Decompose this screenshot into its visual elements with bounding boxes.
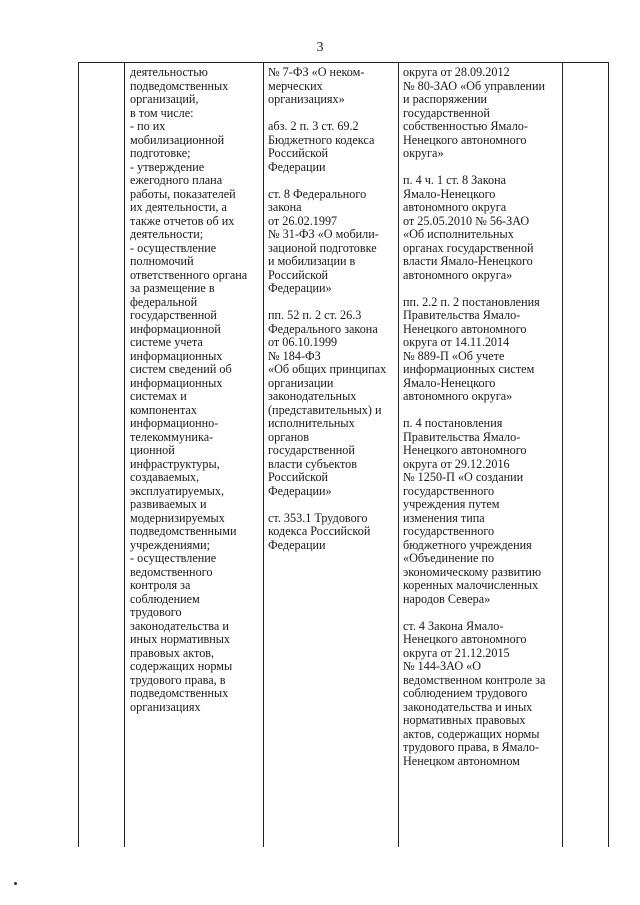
activity-line: создаваемых,: [130, 470, 200, 484]
federal-basis-line: абз. 2 п. 3 ст. 69.2: [268, 119, 359, 133]
federal-basis-line: власти субъектов: [268, 456, 357, 471]
table-divider-1: [124, 62, 125, 847]
regional-basis-line: народов Севера»: [403, 591, 491, 606]
page-number: 3: [316, 40, 324, 55]
activity-line: ционной: [130, 443, 175, 457]
federal-basis-line: Федерации: [268, 159, 326, 174]
regional-basis-line: государственного: [403, 524, 495, 538]
federal-basis-line: Федерации»: [268, 281, 332, 295]
activity-line: содержащих нормы: [130, 659, 233, 673]
regional-basis-line: Ненецкого автономного: [403, 321, 527, 336]
federal-basis-line: (представительных) и: [268, 402, 382, 417]
activity-line: телекоммуника-: [130, 429, 214, 444]
federal-basis-line: зационой подготовке: [268, 240, 377, 255]
activity-line: подведомственными: [130, 524, 237, 538]
activity-line: также отчетов об их: [130, 213, 235, 228]
regional-basis-line: № 1250-П «О создании: [403, 470, 524, 484]
activity-line: правовых актов,: [130, 645, 215, 660]
activity-line: законодательства и: [130, 618, 229, 633]
regional-basis-line: ст. 4 Закона Ямало-: [403, 618, 504, 633]
regional-basis-line: № 889-П «Об учете: [403, 348, 505, 363]
activity-line: развиваемых и: [130, 497, 207, 511]
federal-basis-line: Бюджетного кодекса: [268, 132, 375, 147]
regional-basis-line: [403, 606, 545, 620]
federal-basis-line: от 06.10.1999: [268, 335, 338, 349]
table-divider-2: [263, 62, 264, 847]
column-regional-basis: [403, 66, 545, 768]
federal-basis-line: № 7-ФЗ «О неком-: [268, 65, 365, 79]
federal-basis-line: Российской: [268, 146, 329, 160]
regional-basis-line: ведомственном контроле за: [403, 672, 546, 687]
federal-basis-line: Российской: [268, 267, 329, 282]
regional-basis-line: округа от 29.12.2016: [403, 456, 510, 471]
column-federal-basis: [268, 66, 386, 552]
regional-basis-line: автономного округа»: [403, 389, 513, 403]
regional-basis-line: информационных систем: [403, 362, 535, 376]
regional-basis-line: округа»: [403, 146, 444, 160]
activity-line: мобилизационной: [130, 132, 225, 147]
regional-basis-line: актов, содержащих нормы: [403, 726, 540, 741]
federal-basis-line: исполнительных: [268, 416, 355, 430]
activity-line: системах и: [130, 389, 187, 403]
activity-line: подготовке;: [130, 146, 191, 160]
table-divider-4: [562, 62, 563, 847]
activity-line: - осуществление: [130, 240, 217, 255]
activity-line: инфраструктуры,: [130, 456, 220, 471]
regional-basis-line: Ненецкого автономного: [403, 132, 527, 147]
activity-line: контроля за: [130, 578, 191, 592]
activity-line: - осуществление: [130, 551, 217, 565]
regional-basis-line: от 25.05.2010 № 56-ЗАО: [403, 213, 530, 228]
federal-basis-line: «Об общих принципах: [268, 362, 387, 376]
activity-line: систем сведений об: [130, 362, 232, 376]
regional-basis-line: и распоряжении: [403, 92, 488, 106]
regional-basis-line: Ненецкого автономного: [403, 443, 527, 457]
regional-basis-line: нормативных правовых: [403, 713, 526, 727]
federal-basis-line: [268, 107, 386, 121]
activity-line: информационной: [130, 321, 221, 336]
federal-basis-line: от 26.02.1997: [268, 213, 338, 228]
regional-basis-line: № 80-ЗАО «Об управлении: [403, 78, 545, 93]
activity-line: подведомственных: [130, 686, 229, 700]
activity-line: подведомственных: [130, 78, 229, 93]
activity-line: полномочий: [130, 254, 194, 268]
federal-basis-line: [268, 174, 386, 188]
regional-basis-line: органах государственной: [403, 240, 534, 255]
regional-basis-line: Правительства Ямало-: [403, 308, 521, 322]
regional-basis-line: Ямало-Ненецкого: [403, 375, 496, 390]
activity-line: системе учета: [130, 335, 203, 349]
federal-basis-line: мерческих: [268, 78, 323, 93]
federal-basis-line: [268, 498, 386, 512]
federal-basis-line: закона: [268, 200, 302, 214]
activity-line: деятельностью: [130, 65, 208, 79]
activity-line: работы, показателей: [130, 186, 236, 201]
federal-basis-line: Федерального закона: [268, 321, 378, 336]
federal-basis-line: органов: [268, 429, 309, 444]
regional-basis-line: «Об исполнительных: [403, 227, 514, 241]
federal-basis-line: Федерации»: [268, 483, 332, 498]
regional-basis-line: экономическому развитию: [403, 564, 542, 579]
regional-basis-line: учреждения путем: [403, 497, 500, 511]
activity-line: ответственного органа: [130, 267, 248, 282]
regional-basis-line: автономного округа»: [403, 267, 513, 282]
activity-line: ведомственного: [130, 564, 213, 579]
activity-line: соблюдением: [130, 591, 200, 606]
activity-line: государственной: [130, 308, 217, 322]
activity-line: организациях: [130, 699, 201, 714]
regional-basis-line: округа от 14.11.2014: [403, 335, 510, 349]
regional-basis-line: № 144-ЗАО «О: [403, 659, 482, 673]
regional-basis-line: законодательства и иных: [403, 699, 533, 714]
column-activity: [130, 66, 247, 714]
activity-line: - по их: [130, 119, 166, 133]
activity-line: информационных: [130, 375, 223, 390]
activity-line: иных нормативных: [130, 632, 231, 646]
federal-basis-line: № 184-ФЗ: [268, 348, 321, 363]
regional-basis-line: бюджетного учреждения: [403, 537, 532, 552]
federal-basis-line: Российской: [268, 470, 329, 484]
regional-basis-line: Ямало-Ненецкого: [403, 186, 496, 201]
regional-basis-line: государственной: [403, 105, 490, 120]
regional-basis-line: изменения типа: [403, 510, 485, 525]
federal-basis-line: государственной: [268, 443, 355, 457]
regional-basis-line: собственностью Ямало-: [403, 119, 528, 133]
regional-basis-line: [403, 404, 545, 418]
regional-basis-line: п. 4 ч. 1 ст. 8 Закона: [403, 173, 507, 187]
federal-basis-line: пп. 52 п. 2 ст. 26.3: [268, 308, 362, 322]
federal-basis-line: № 31-ФЗ «О мобили-: [268, 227, 379, 241]
activity-line: эксплуатируемых,: [130, 483, 225, 498]
activity-line: ежегодного плана: [130, 173, 223, 187]
federal-basis-line: и мобилизации в: [268, 254, 356, 268]
regional-basis-line: Правительства Ямало-: [403, 429, 521, 444]
regional-basis-line: коренных малочисленных: [403, 578, 539, 592]
federal-basis-line: кодекса Российской: [268, 524, 371, 538]
regional-basis-line: округа от 21.12.2015: [403, 645, 510, 660]
activity-line: за размещение в: [130, 281, 215, 295]
federal-basis-line: организациях»: [268, 92, 345, 106]
table-border-left: [78, 62, 79, 847]
activity-line: деятельности;: [130, 227, 204, 241]
regional-basis-line: пп. 2.2 п. 2 постановления: [403, 294, 540, 309]
activity-line: модернизируемых: [130, 510, 225, 525]
activity-line: - утверждение: [130, 159, 205, 174]
regional-basis-line: Ненецкого автономного: [403, 632, 527, 646]
federal-basis-line: законодательных: [268, 389, 357, 403]
scan-edge-mark: [14, 882, 17, 885]
activity-line: компонентах: [130, 402, 197, 417]
federal-basis-line: Федерации: [268, 537, 326, 552]
table-top-border: [78, 62, 608, 63]
activity-line: информационных: [130, 348, 223, 363]
activity-line: организаций,: [130, 92, 199, 106]
federal-basis-line: организации: [268, 375, 334, 390]
regional-basis-line: округа от 28.09.2012: [403, 65, 510, 79]
activity-line: их деятельности, а: [130, 200, 227, 214]
regional-basis-line: п. 4 постановления: [403, 416, 503, 430]
federal-basis-line: [268, 296, 386, 310]
regional-basis-line: власти Ямало-Ненецкого: [403, 254, 533, 268]
regional-basis-line: [403, 282, 545, 296]
table-border-right: [608, 62, 609, 847]
regional-basis-line: [403, 161, 545, 175]
regional-basis-line: соблюдением трудового: [403, 686, 528, 700]
table-divider-3: [398, 62, 399, 847]
activity-line: информационно-: [130, 416, 219, 430]
regional-basis-line: автономного округа: [403, 200, 507, 214]
activity-line: учреждениями;: [130, 537, 211, 552]
activity-line: федеральной: [130, 294, 198, 309]
activity-line: трудового права, в: [130, 672, 226, 687]
regional-basis-line: трудового права, в Ямало-: [403, 740, 540, 754]
regional-basis-line: государственного: [403, 483, 495, 498]
regional-basis-line: «Объединение по: [403, 551, 495, 565]
regional-basis-line: Ненецком автономном: [403, 753, 520, 768]
federal-basis-line: ст. 353.1 Трудового: [268, 510, 368, 525]
activity-line: трудового: [130, 605, 182, 619]
activity-line: в том числе:: [130, 105, 194, 120]
federal-basis-line: ст. 8 Федерального: [268, 186, 367, 201]
